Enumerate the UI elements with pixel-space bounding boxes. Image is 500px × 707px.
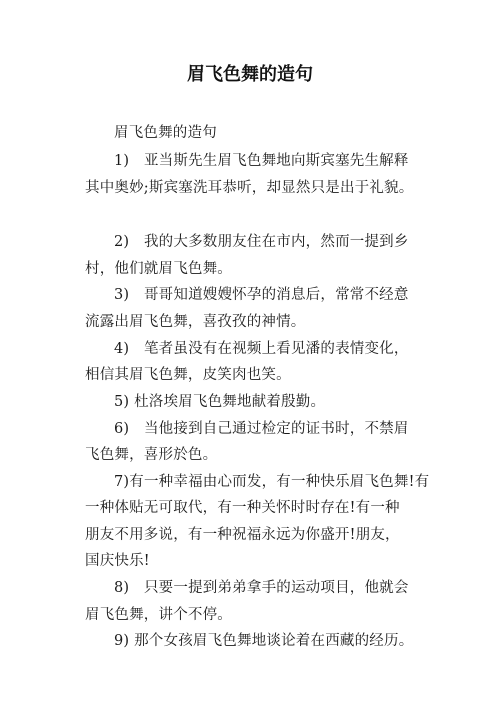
sentence-2-line-2: 村，他们就眉飞色舞。 — [85, 261, 232, 277]
sentence-8-line-1: 8) 只要一提到弟弟拿手的运动项目，他就会 — [114, 580, 409, 596]
sentence-7-line-1: 7)有一种幸福由心而发，有一种快乐眉飞色舞!有 — [114, 474, 430, 490]
sentence-4-line-1: 4) 笔者虽没有在视频上看见潘的表情变化， — [114, 341, 409, 357]
sentence-7-line-4: 国庆快乐! — [85, 553, 150, 569]
document-title: 眉飞色舞的造句 — [187, 64, 313, 85]
sentence-1-line-2: 其中奥妙;斯宾塞洗耳恭听，却显然只是出于礼貌。 — [85, 180, 414, 196]
sentence-3-line-1: 3) 哥哥知道嫂嫂怀孕的消息后，常常不经意 — [114, 287, 409, 303]
sentence-7-line-3: 朋友不用多说，有一种祝福永远为你盛开!朋友， — [85, 527, 400, 543]
sentence-4-line-2: 相信其眉飞色舞，皮笑肉也笑。 — [85, 367, 291, 383]
sentence-9-line-1: 9) 那个女孩眉飞色舞地谈论着在西藏的经历。 — [114, 633, 414, 649]
sentence-1-line-1: 1) 亚当斯先生眉飞色舞地向斯宾塞先生解释 — [114, 153, 409, 169]
sentence-8-line-2: 眉飞色舞，讲个不停。 — [85, 607, 232, 623]
heading-line: 眉飞色舞的造句 — [114, 125, 217, 141]
sentence-6-line-1: 6) 当他接到自己通过检定的证书时，不禁眉 — [114, 421, 409, 437]
sentence-2-line-1: 2) 我的大多数朋友住在市内，然而一提到乡 — [114, 234, 409, 250]
sentence-3-line-2: 流露出眉飞色舞，喜孜孜的神情。 — [85, 314, 306, 330]
sentence-6-line-2: 飞色舞，喜形於色。 — [85, 447, 218, 463]
sentence-7-line-2: 一种体贴无可取代，有一种关怀时时存在!有一种 — [85, 500, 400, 516]
sentence-5-line-1: 5) 杜洛埃眉飞色舞地献着殷勤。 — [114, 394, 326, 410]
